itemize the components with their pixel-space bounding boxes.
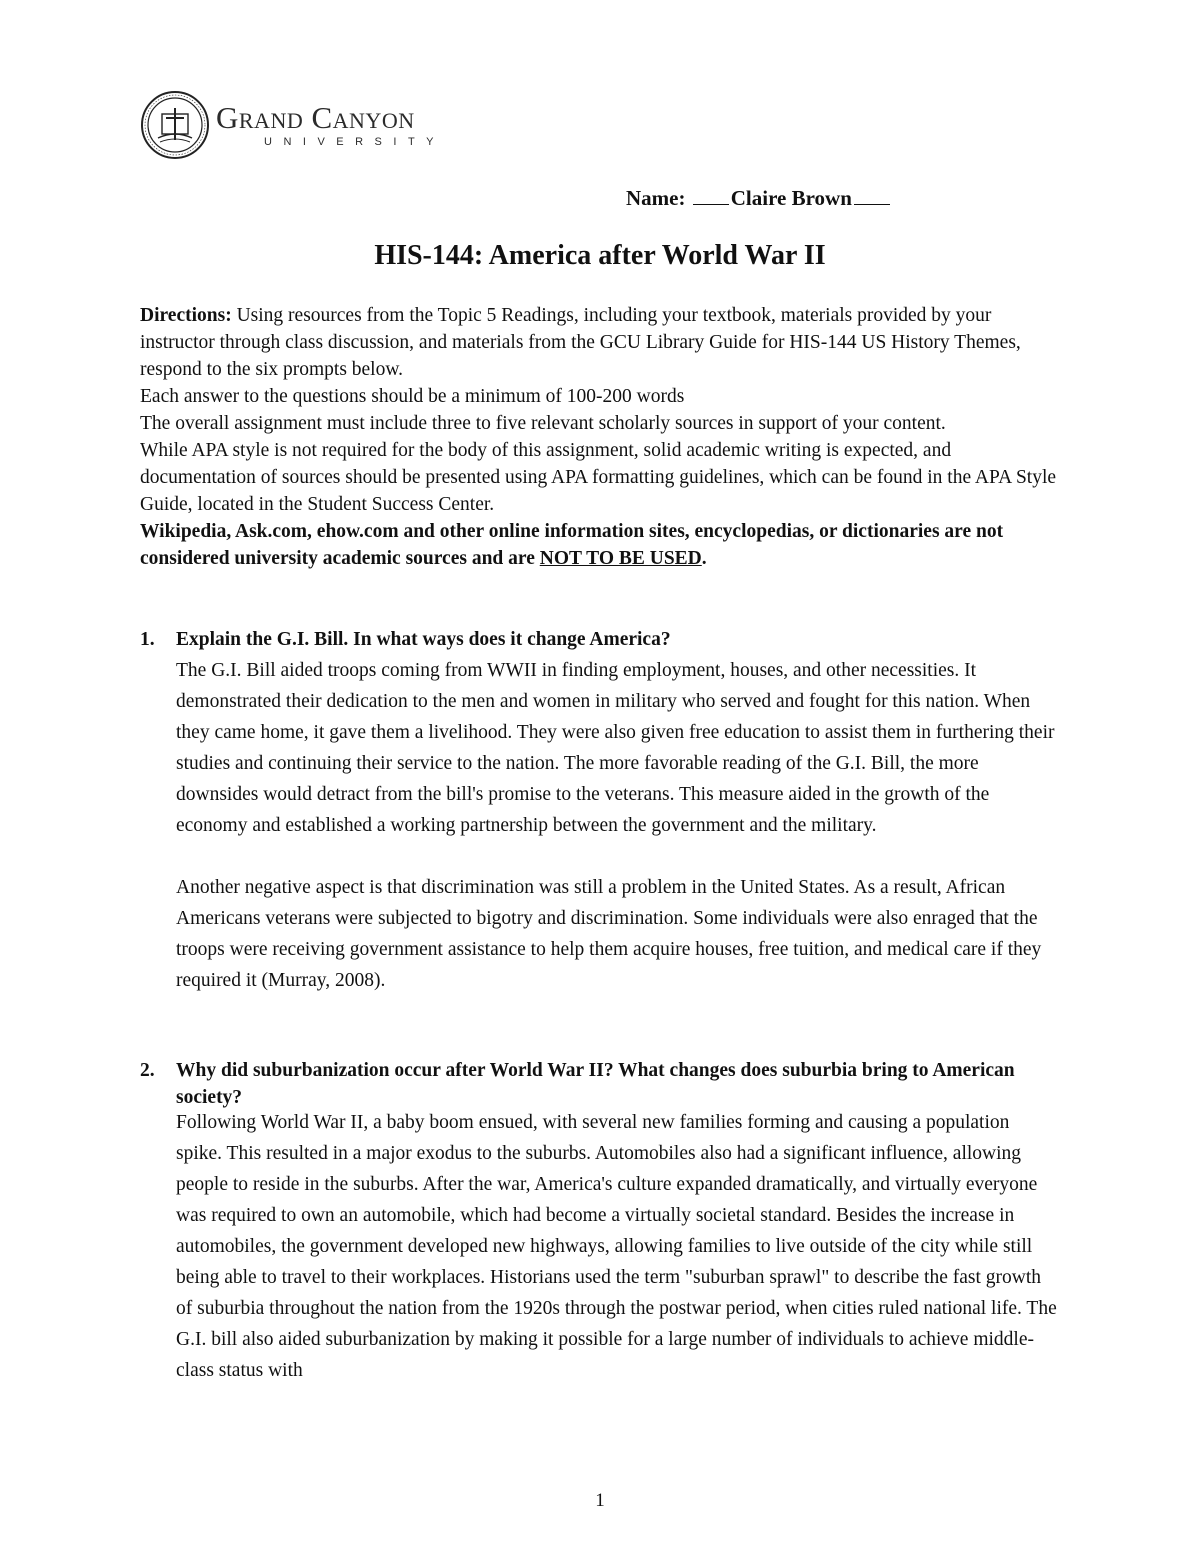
page-number: 1 xyxy=(595,1490,605,1511)
question-number: 1. xyxy=(140,629,155,650)
name-label: Name: xyxy=(626,186,686,210)
question-2-prompt xyxy=(140,1057,1060,1111)
logo-subtitle: UNIVERSITY xyxy=(264,136,446,148)
question-2-answer xyxy=(176,1107,1060,1386)
logo-wordmark xyxy=(216,102,445,148)
name-underline-right xyxy=(854,190,890,205)
directions-section xyxy=(140,302,1060,572)
name-underline-left xyxy=(693,190,729,205)
question-text: Explain the G.I. Bill. In what ways does it change America? xyxy=(176,629,671,650)
assignment-title: HIS-144: America after World War II xyxy=(374,240,826,271)
question-1 xyxy=(140,626,1060,996)
student-name-line xyxy=(626,186,892,211)
logo-name: Grand Canyon xyxy=(216,100,415,135)
question-number: 2. xyxy=(140,1060,155,1081)
question-1-prompt xyxy=(140,626,1060,653)
answer-paragraph: The G.I. Bill aided troops coming from WWII in finding employment, houses, and other necessities. It demonstrated their dedication to the men and women in military who served and fought for this nation. When they came home, it gave them a livelihood. They were also given free education to assist them in furthering their studies and continuing their service to the nation. The more favorable reading of the G.I. Bill, the more downsides would detract from the bill's promise to the veterans. This measure aided in the growth of the economy and established a working partnership between the government and the military. xyxy=(176,660,1055,836)
directions-label: Directions: xyxy=(140,305,232,326)
sources-warning xyxy=(140,518,1060,572)
question-1-answer xyxy=(176,655,1060,996)
directions-para1 xyxy=(140,302,1060,383)
directions-text: Using resources from the Topic 5 Readings, including your textbook, materials provided by your instructor through class discussion, and materials from the GCU Library Guide for HIS-144 US History Themes, respond to the six prompts below. xyxy=(140,305,1021,380)
directions-para2: Each answer to the questions should be a minimum of 100-200 words xyxy=(140,386,685,407)
student-name: Claire Brown xyxy=(730,186,852,210)
directions-para4: While APA style is not required for the body of this assignment, solid academic writing is expected, and documentation of sources should be presented using APA formatting guidelines, which can be found in the APA Style Guide, located in the Student Success Center. xyxy=(140,440,1057,515)
directions-para3: The overall assignment must include three to five relevant scholarly sources in support of your content. xyxy=(140,413,946,434)
answer-paragraph: Following World War II, a baby boom ensued, with several new families forming and causing a population spike. This resulted in a major exodus to the suburbs. Automobiles also had a significant influence, allowing people to reside in the suburbs. After the war, America's culture expanded dramatically, and virtually everyone was required to own an automobile, which had become a virtually societal standard. Besides the increase in automobiles, the government developed new highways, allowing families to live outside of the city while still being able to travel to their workplaces. Historians used the term "suburban sprawl" to describe the fast growth of suburbia throughout the nation from the 1920s through the postwar period, when cities ruled national life. The G.I. bill also aided suburbanization by making it possible for a large number of individuals to achieve middle-class status with xyxy=(176,1112,1057,1381)
warning-underlined: NOT TO BE USED xyxy=(539,548,702,569)
university-logo xyxy=(140,90,445,160)
question-2 xyxy=(140,1057,1060,1386)
warning-text: Wikipedia, Ask.com, ehow.com and other online information sites, encyclopedias, or dictionaries are not considered university academic sources and are xyxy=(140,521,1004,569)
warning-end: . xyxy=(701,548,707,569)
question-text: Why did suburbanization occur after World War II? What changes does suburbia bring to American society? xyxy=(176,1060,1015,1108)
answer-paragraph: Another negative aspect is that discrimination was still a problem in the United States. As a result, African Americans veterans were subjected to bigotry and discrimination. Some individuals were also enraged that the troops were receiving government assistance to help them acquire houses, free tuition, and medical care if they required it (Murray, 2008). xyxy=(176,877,1042,991)
university-seal-icon xyxy=(140,90,210,160)
